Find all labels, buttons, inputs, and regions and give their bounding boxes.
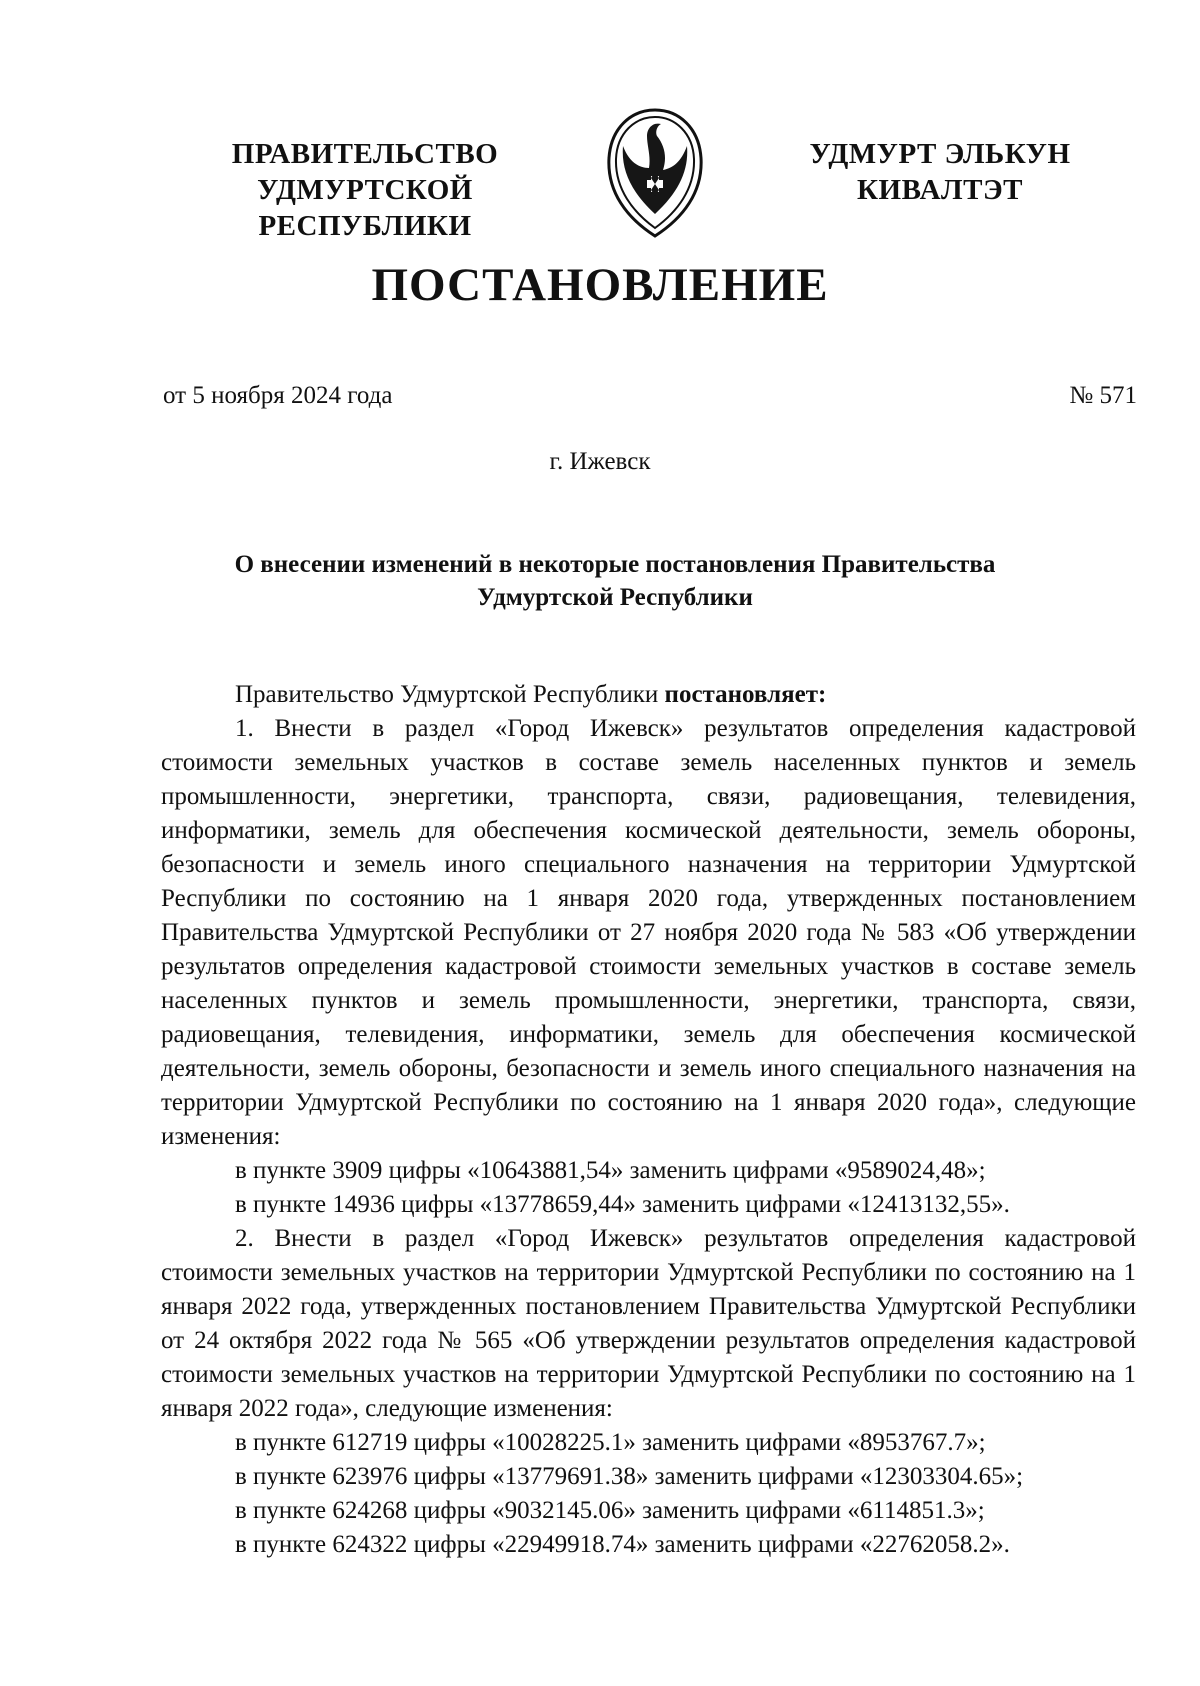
org-name-russian bbox=[150, 136, 580, 244]
document-title bbox=[150, 548, 1080, 614]
org-name-udmurt-line2: КИВАЛТЭТ bbox=[856, 174, 1023, 206]
section-1-paragraph: 1. Внести в раздел «Город Ижевск» результатов определения кадастровой стоимости земельных участков в составе земель населенных пунктов и земель промышленности, энергетики, транспорта, связи, радиовещания, телевидения, информатики, земель для обеспечения космической деятельности, земель обороны, безопасности и земель иного специального назначения на территории Удмуртской Республики по состоянию на 1 января 2020 года, утвержденных постановлением Правительства Удмуртской Республики от 27 ноября 2020 года № 583 «Об утверждении результатов определения кадастровой стоимости земельных участков в составе земель населенных пунктов и земель промышленности, энергетики, транспорта, связи, радиовещания, телевидения, информатики, земель для обеспечения космической деятельности, земель обороны, безопасности и земель иного специального назначения на территории Удмуртской Республики по состоянию на 1 января 2020 года», следующие изменения: bbox=[161, 715, 1136, 1150]
org-name-udmurt-line1: УДМУРТ ЭЛЬКУН bbox=[809, 138, 1071, 170]
section-2-change-item: в пункте 623976 цифры «13779691.38» заменить цифрами «12303304.65»; bbox=[235, 1463, 1024, 1490]
section-2-change-item: в пункте 624268 цифры «9032145.06» заменить цифрами «6114851.3»; bbox=[235, 1497, 985, 1524]
document-city: г. Ижевск bbox=[549, 448, 651, 475]
document-title-line1: О внесении изменений в некоторые постановления Правительства bbox=[234, 551, 996, 578]
org-name-russian-line1: ПРАВИТЕЛЬСТВО bbox=[231, 138, 499, 170]
section-1-change-item: в пункте 3909 цифры «10643881,54» заменить цифрами «9589024,48»; bbox=[235, 1157, 986, 1184]
udmurt-republic-emblem-icon bbox=[601, 106, 709, 240]
preamble-paragraph bbox=[161, 678, 1136, 712]
preamble-text: Правительство Удмуртской Республики bbox=[235, 681, 665, 708]
section-2-paragraph: 2. Внести в раздел «Город Ижевск» результатов определения кадастровой стоимости земельных участков на территории Удмуртской Республики по состоянию на 1 января 2022 года, утвержденных постановлением Правительства Удмуртской Республики от 24 октября 2022 года № 565 «Об утверждении результатов определения кадастровой стоимости земельных участков на территории Удмуртской Республики по состоянию на 1 января 2022 года», следующие изменения: bbox=[161, 1225, 1136, 1422]
document-title-line2: Удмуртской Республики bbox=[477, 584, 753, 611]
section-2-change-item: в пункте 612719 цифры «10028225.1» заменить цифрами «8953767.7»; bbox=[235, 1429, 986, 1456]
section-2-change-item: в пункте 624322 цифры «22949918.74» заменить цифрами «22762058.2». bbox=[235, 1531, 1010, 1558]
org-name-russian-line2: УДМУРТСКОЙ РЕСПУБЛИКИ bbox=[257, 174, 473, 242]
preamble-bold-verb: постановляет: bbox=[664, 681, 827, 708]
document-number: № 571 bbox=[1069, 382, 1137, 409]
document-header bbox=[0, 128, 1200, 242]
document-date: от 5 ноября 2024 года bbox=[163, 382, 393, 409]
org-name-udmurt bbox=[795, 136, 1085, 208]
document-type-heading: ПОСТАНОВЛЕНИЕ bbox=[371, 259, 829, 311]
document-body bbox=[161, 678, 1136, 1562]
section-1-change-item: в пункте 14936 цифры «13778659,44» заменить цифрами «12413132,55». bbox=[235, 1191, 1010, 1218]
